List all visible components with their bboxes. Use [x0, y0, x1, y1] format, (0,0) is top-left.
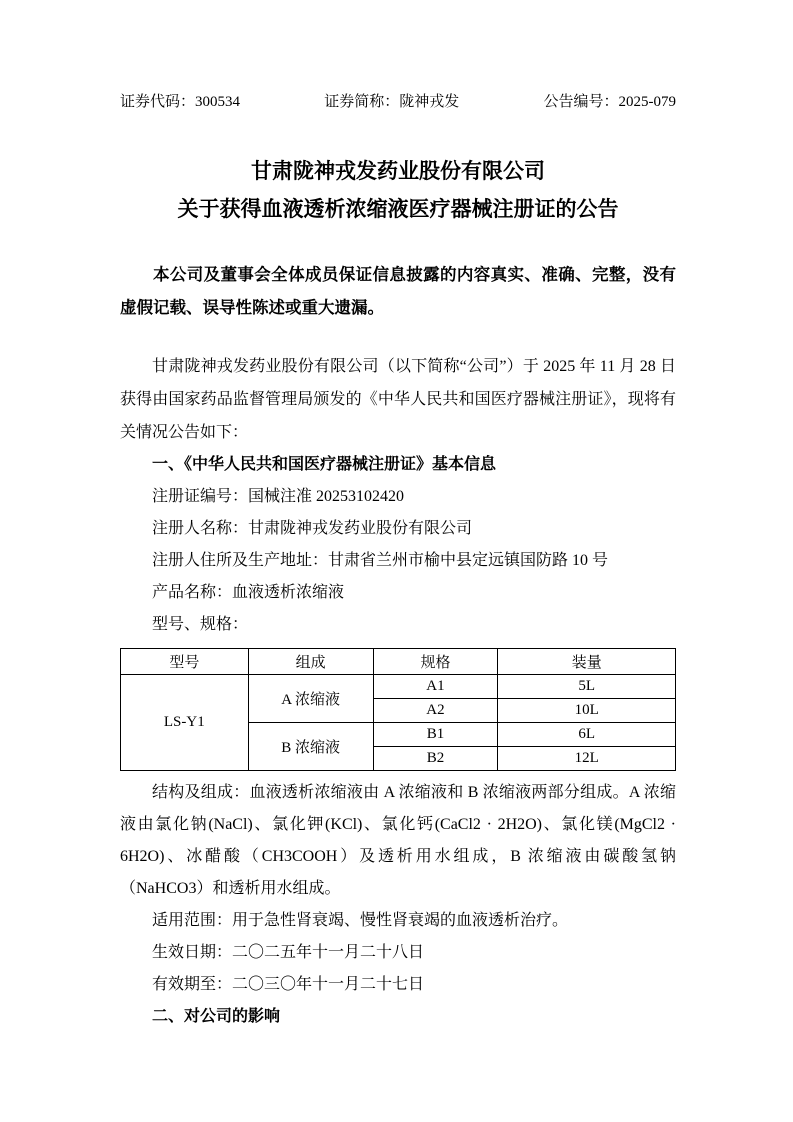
component-b-cell: B 浓缩液 — [248, 723, 373, 771]
scope-of-application-item: 适用范围：用于急性肾衰竭、慢性肾衰竭的血液透析治疗。 — [152, 912, 569, 929]
model-cell: LS-Y1 — [121, 675, 249, 771]
valid-until-item: 有效期至：二〇三〇年十一月二十七日 — [152, 976, 425, 993]
document-title — [120, 152, 676, 228]
volume-cell: 10L — [498, 699, 676, 723]
volume-cell: 6L — [498, 723, 676, 747]
stock-code-text: 证券代码：300534 — [120, 94, 241, 110]
table-header-spec: 规格 — [373, 649, 498, 675]
company-name-title: 甘肃陇神戎发药业股份有限公司 — [251, 159, 545, 183]
table-header-component: 组成 — [248, 649, 373, 675]
table-row — [121, 675, 676, 699]
model-spec-table — [120, 648, 676, 771]
effective-date-item: 生效日期：二〇二五年十一月二十八日 — [152, 944, 425, 961]
section1-heading: 一、《中华人民共和国医疗器械注册证》基本信息 — [152, 456, 497, 473]
announcement-subject-title: 关于获得血液透析浓缩液医疗器械注册证的公告 — [177, 197, 619, 221]
table-header-volume: 装量 — [498, 649, 676, 675]
volume-cell: 12L — [498, 747, 676, 771]
registrant-address-item: 注册人住所及生产地址：甘肃省兰州市榆中县定远镇国防路 10 号 — [152, 552, 609, 569]
spec-cell: A1 — [373, 675, 498, 699]
model-spec-label: 型号、规格： — [152, 616, 249, 633]
stock-abbr-text: 证券简称：陇神戎发 — [324, 94, 460, 110]
component-a-cell: A 浓缩液 — [248, 675, 373, 723]
registrant-name-item: 注册人名称：甘肃陇神戎发药业股份有限公司 — [152, 520, 473, 537]
spec-cell: B1 — [373, 723, 498, 747]
table-header-model: 型号 — [121, 649, 249, 675]
spec-cell: A2 — [373, 699, 498, 723]
spec-cell: B2 — [373, 747, 498, 771]
registration-number-item: 注册证编号：国械注准 20253102420 — [152, 488, 405, 505]
section2-heading: 二、对公司的影响 — [152, 1008, 281, 1025]
table-header-row — [121, 649, 676, 675]
disclaimer-statement: 本公司及董事会全体成员保证信息披露的内容真实、准确、完整，没有虚假记载、误导性陈述或重大遗漏。 — [120, 265, 676, 317]
product-name-item: 产品名称：血液透析浓缩液 — [152, 584, 345, 601]
structure-composition-paragraph: 结构及组成：血液透析浓缩液由 A 浓缩液和 B 浓缩液两部分组成。A 浓缩液由氯化钠(NaCl)、氯化钾(KCl)、氯化钙(CaCl2 · 2H2O)、氯化镁(MgCl2 · 6H2O)、冰醋酸（CH3COOH）及透析用水组成，B 浓缩液由碳酸氢钠（NaHCO3）和透析用水组成。 — [120, 784, 676, 897]
intro-paragraph: 甘肃陇神戎发药业股份有限公司（以下简称“公司”）于 2025 年 11 月 28 日获得由国家药品监督管理局颁发的《中华人民共和国医疗器械注册证》，现将有关情况公告如下： — [120, 358, 676, 441]
document-header — [120, 92, 676, 112]
announcement-no-text: 公告编号：2025-079 — [543, 94, 676, 110]
volume-cell: 5L — [498, 675, 676, 699]
